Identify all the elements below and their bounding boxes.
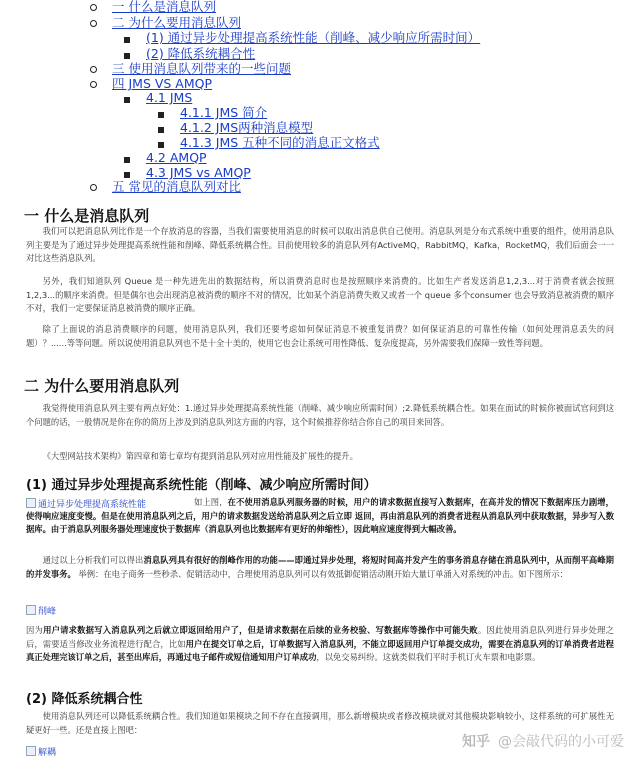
bullet-icon: [90, 20, 97, 27]
bullet-icon: [90, 66, 97, 73]
subsection-heading-2: (2) 降低系统耦合性: [26, 692, 143, 707]
toc-link-4-1-2[interactable]: [180, 121, 313, 135]
toc-link-4[interactable]: [112, 77, 212, 91]
paragraph: [26, 554, 614, 581]
bullet-icon: [90, 81, 97, 88]
toc-link-label: (2) 降低系统耦合性: [146, 46, 256, 61]
toc-link-label: 4.1.1 JMS 简介: [180, 105, 268, 120]
toc-link-label: 4.1.3 JMS 五种不同的消息正文格式: [180, 135, 380, 150]
toc-link-label: 三 使用消息队列带来的一些问题: [112, 61, 291, 76]
toc-link-4-1-1[interactable]: [180, 106, 267, 120]
broken-image-icon: [26, 605, 36, 615]
toc-link-2-2[interactable]: [146, 47, 255, 61]
toc-link-label: 4.3 JMS vs AMQP: [146, 165, 251, 180]
section-heading-1: 一 什么是消息队列: [24, 207, 150, 225]
image-alt-text: 削峰: [38, 607, 57, 617]
bullet-icon: [124, 53, 130, 59]
image-peak-shaving[interactable]: [26, 604, 56, 617]
paragraph: 我觉得使用消息队列主要有两点好处：1.通过异步处理提高系统性能（削峰、减少响应所需时间）;2.降低系统耦合性。如果在面试的时候你被面试官问到这个问题的话，一般情况是你在你的简历上涉及到消息队列这方面的内容，这个时候推荐你结合你自己的项目来回答。: [26, 403, 614, 427]
bullet-icon: [90, 184, 97, 191]
bold-text: 用户在提交订单之后，订单数据写入消息队列，不能立即返回用户订单提交成功，需要在消息队列的订单消费者进程真正处理完该订单之后，甚至出库后，再通过电子邮件或短信通知用户订单成功: [26, 638, 614, 662]
bullet-icon: [124, 97, 130, 103]
toc-link-4-1-3[interactable]: [180, 136, 380, 150]
toc-link-1[interactable]: [112, 0, 216, 14]
paragraph: [26, 496, 614, 537]
broken-image-icon: [26, 746, 36, 756]
section-heading-2: 二 为什么要用消息队列: [24, 377, 180, 395]
subsection-heading-1: (1) 通过异步处理提高系统性能（削峰、减少响应所需时间）: [26, 478, 377, 493]
watermark: [462, 731, 624, 751]
bullet-icon: [124, 37, 130, 43]
image-alt-text: 解耦: [38, 748, 57, 758]
toc-link-4-3[interactable]: [146, 166, 251, 180]
paragraph: 除了上面说的消息消费顺序的问题，使用消息队列，我们还要考虑如何保证消息不被重复消费？如何保证消息的可靠性传输（如何处理消息丢失的问题）？......等等问题。所以说使用消息队列也不是十全十美的，使用它也会让系统可用性降低、复杂度提高，另外需要我们保障一致性等问题。: [26, 324, 614, 348]
toc-link-5[interactable]: [112, 180, 241, 194]
watermark-site: 知乎: [462, 734, 490, 750]
toc-link-4-1[interactable]: [146, 91, 192, 105]
toc-link-4-2[interactable]: [146, 151, 207, 165]
toc-link-label: 四 JMS VS AMQP: [112, 76, 213, 91]
bold-text: 消息队列具有很好的削峰作用的功能——即通过异步处理，将短时间高并发产生的事务消息存储在消息队列中，从而削平高峰期的并发事务。: [26, 555, 614, 579]
toc-link-label: 五 常见的消息队列对比: [112, 179, 241, 194]
toc-link-label: 4.1 JMS: [146, 90, 193, 105]
toc-link-label: 一 什么是消息队列: [112, 0, 216, 14]
bullet-icon: [158, 112, 164, 118]
bullet-icon: [90, 4, 97, 11]
toc-link-label: 4.1.2 JMS两种消息模型: [180, 120, 314, 135]
bullet-icon: [124, 157, 130, 163]
toc-link-label: (1) 通过异步处理提高系统性能（削峰、减少响应所需时间）: [146, 30, 481, 45]
bullet-icon: [158, 127, 164, 133]
paragraph: 我们可以把消息队列比作是一个存放消息的容器，当我们需要使用消息的时候可以取出消息供自己使用。消息队列是分布式系统中重要的组件，使用消息队列主要是为了通过异步处理提高系统性能和削峰、降低系统耦合性。目前使用较多的消息队列有ActiveMQ，RabbitMQ，Kafka，RocketMQ，我们后面会一一对比这些消息队列。: [26, 226, 614, 263]
bold-text: 用户请求数据写入消息队列之后就立即返回给用户了，但是请求数据在后续的业务校验、写数据库等操作中可能失败: [43, 625, 478, 635]
image-alt-text: 通过异步处理提高系统性能: [38, 500, 147, 510]
bullet-icon: [158, 142, 164, 148]
toc-link-label: 4.2 AMQP: [146, 150, 207, 165]
toc-link-2-1[interactable]: [146, 31, 480, 45]
text-run: 因为: [26, 625, 44, 635]
paragraph: [26, 624, 614, 665]
toc-link-2[interactable]: [112, 16, 241, 30]
toc-link-label: 二 为什么要用消息队列: [112, 15, 241, 30]
watermark-author: @会敲代码的小可爱: [498, 734, 624, 750]
toc-link-3[interactable]: [112, 62, 291, 76]
paragraph: 《大型网站技术架构》第四章和第七章均有提到消息队列对应用性能及扩展性的提升。: [42, 451, 358, 461]
paragraph: 使用消息队列还可以降低系统耦合性。我们知道如果模块之间不存在直接调用，那么新增模块或者修改模块就对其他模块影响较小，这样系统的可扩展性无疑更好一些。还是直接上图吧：: [26, 711, 614, 735]
bullet-icon: [124, 172, 130, 178]
bold-text: 在不使用消息队列服务器的时候，用户的请求数据直接写入数据库，在高并发的情况下数据库压力剧增，使得响应速度变慢。但是在使用消息队列之后，用户的请求数据发送给消息队列之后立即 返回，再由消息队列的消费者进程从消息队列中获取数据，异步写入数据库。由于消息队列服务器处理速度快于数据库（消息队列也比数据库有更好的伸缩性），因此响应速度得到大幅改善。: [26, 497, 614, 534]
text-run: 。因此使用消息队列进行异步处理之后，需要适当修改业务流程进行配合，比如: [26, 625, 614, 649]
text-run: 如上图，: [194, 497, 228, 507]
text-run: 举例：在电子商务一些秒杀、促销活动中，合理使用消息队列可以有效抵御促销活动刚开始大量订单涌入对系统的冲击。如下图所示：: [75, 568, 568, 579]
text-run: 通过以上分析我们可以得出: [42, 555, 144, 565]
text-run: ，以免交易纠纷。这就类似我们平时手机订火车票和电影票。: [316, 652, 541, 662]
image-decoupling[interactable]: [26, 745, 56, 758]
paragraph: 另外，我们知道队列 Queue 是一种先进先出的数据结构，所以消费消息时也是按照顺序来消费的。比如生产者发送消息1,2,3...对于消费者就会按照1,2,3...的顺序来消费。但是偶尔也会出现消息被消费的顺序不对的情况，比如某个消息消费失败又或者一个 queue 多个consumer 也会导致消息被消费的顺序不对，我们一定要保证消息被消费的顺序正确。: [26, 276, 614, 313]
